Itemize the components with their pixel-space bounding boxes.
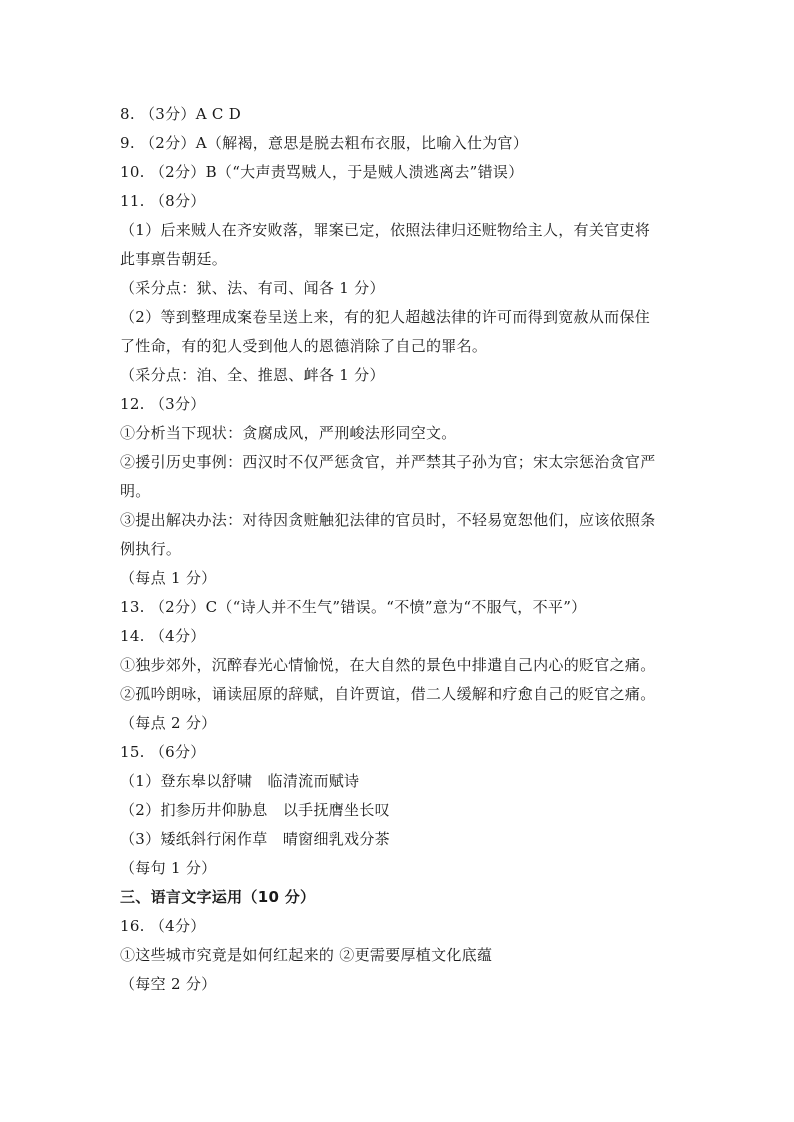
scoring-note-q16: （每空 2 分）: [120, 975, 217, 993]
answer-line-q13: 13. （2分）C（“诗人并不生气”错误。“不愤”意为“不服气，不平”）: [120, 598, 587, 616]
scoring-note-q14: （每点 2 分）: [120, 714, 217, 732]
answer-line-q15-2: （2）扪参历井仰胁息 以手抚膺坐长叹: [120, 801, 390, 819]
answer-line-q11-2: （2）等到整理成案卷呈送上来，有的犯人超越法律的许可而得到宽赦从而保住: [120, 308, 651, 326]
scoring-note-q11-2: （采分点：洎、全、推恩、衅各 1 分）: [120, 366, 385, 384]
answer-line-q9: 9. （2分）A（解褐，意思是脱去粗布衣服，比喻入仕为官）: [120, 134, 529, 152]
answer-line-q12-2: ②援引历史事例：西汉时不仅严惩贪官，并严禁其子孙为官；宋太宗惩治贪官严: [120, 453, 656, 471]
answer-line-q15-3: （3）矮纸斜行闲作草 晴窗细乳戏分茶: [120, 830, 390, 848]
section-heading-language-use: 三、语言文字运用（10 分）: [120, 888, 316, 906]
scoring-note-q12: （每点 1 分）: [120, 569, 217, 587]
question-heading-q15: 15. （6分）: [120, 743, 206, 761]
answer-line-q11-2-cont: 了性命，有的犯人受到他人的恩德消除了自己的罪名。: [120, 337, 488, 355]
answer-line-q12-3: ③提出解决办法：对待因贪赃触犯法律的官员时，不轻易宽恕他们，应该依照条: [120, 511, 656, 529]
answer-line-q16-1: ①这些城市究竟是如何红起来的 ②更需要厚植文化底蕴: [120, 946, 493, 964]
answer-line-q12-1: ①分析当下现状：贪腐成风，严刑峻法形同空文。: [120, 424, 457, 442]
answer-line-q15-1: （1）登东皋以舒啸 临清流而赋诗: [120, 772, 360, 790]
answer-line-q10: 10. （2分）B（“大声责骂贼人，于是贼人溃逃离去”错误）: [120, 163, 524, 181]
answer-line-q12-2-cont: 明。: [120, 482, 151, 500]
answer-line-q14-2: ②孤吟朗咏，诵读屈原的辞赋，自许贾谊，借二人缓解和疗愈自己的贬官之痛。: [120, 685, 656, 703]
answer-line-q8: 8. （3分）A C D: [120, 105, 242, 123]
question-heading-q12: 12. （3分）: [120, 395, 206, 413]
answer-line-q11-1: （1）后来贼人在齐安败落，罪案已定，依照法律归还赃物给主人，有关官吏将: [120, 221, 651, 239]
answer-line-q14-1: ①独步郊外，沉醉春光心情愉悦，在大自然的景色中排遣自己内心的贬官之痛。: [120, 656, 656, 674]
question-heading-q11: 11. （8分）: [120, 192, 206, 210]
question-heading-q14: 14. （4分）: [120, 627, 206, 645]
scoring-note-q15: （每句 1 分）: [120, 859, 217, 877]
scoring-note-q11-1: （采分点：狱、法、有司、闻各 1 分）: [120, 279, 385, 297]
question-heading-q16: 16. （4分）: [120, 917, 206, 935]
answer-line-q12-3-cont: 例执行。: [120, 540, 182, 558]
answer-line-q11-1-cont: 此事禀告朝廷。: [120, 250, 228, 268]
